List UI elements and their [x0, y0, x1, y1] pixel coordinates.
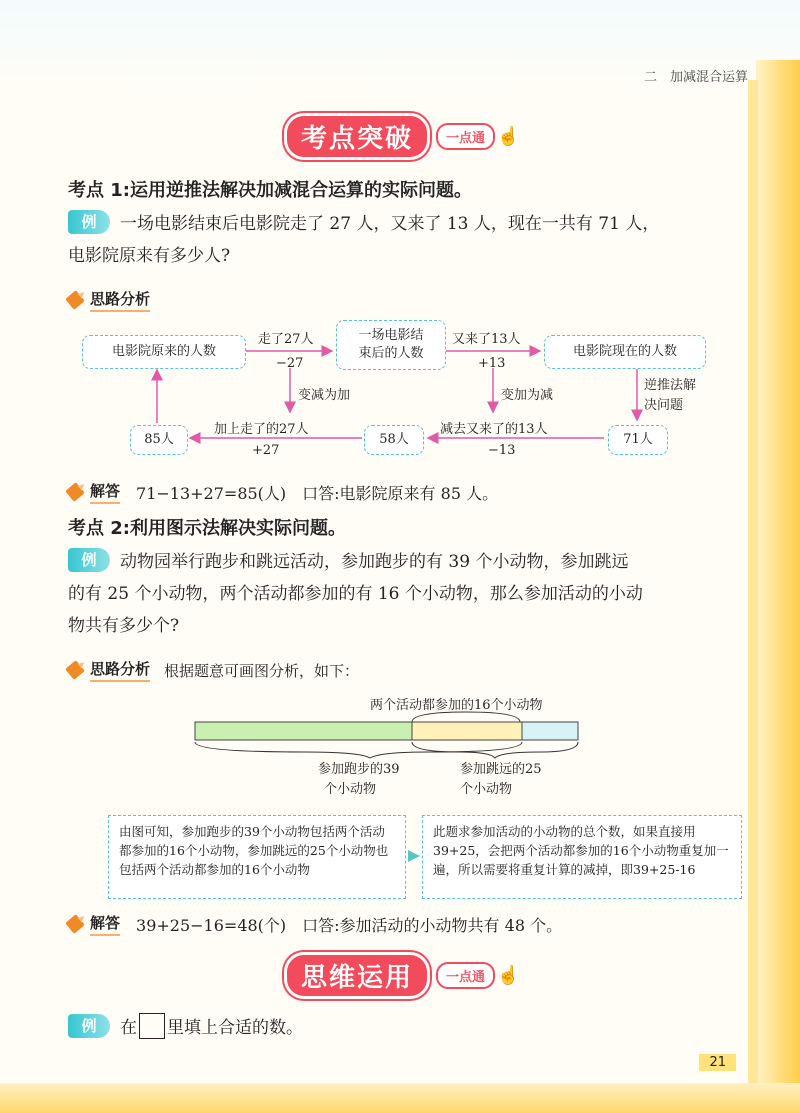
pencil-icon: [65, 914, 85, 934]
run-label-line: 参加跑步的39: [318, 762, 400, 777]
pointing-hand-icon: ☝: [497, 964, 520, 986]
jump-label-line: 参加跳远的25: [460, 762, 542, 777]
exercise-text: 在: [120, 1018, 137, 1038]
back1-value: −13: [488, 443, 516, 458]
arrow2-value: +13: [478, 356, 506, 371]
analysis-text: 根据题意可画图分析，如下：: [164, 661, 360, 680]
problem-line: 一场电影结束后电影院走了 27 人，又来了 13 人，现在一共有 71 人，: [120, 214, 660, 234]
reverse-label-line1: 逆推法解: [644, 378, 697, 393]
down1-label: 变减为加: [298, 388, 351, 403]
reverse-label-line2: 决问题: [644, 398, 684, 413]
problem-line: 物共有多少个?: [68, 616, 180, 636]
both-activities-label: 两个活动都参加的16个小动物: [370, 698, 543, 713]
box-71: 71人: [608, 425, 668, 455]
jump-label-line: 个小动物: [460, 782, 513, 797]
example-badge: 例: [68, 548, 110, 572]
back2-value: +27: [252, 443, 280, 458]
note-right: 此题求参加活动的小动物的总个数，如果直接用39+25，会把两个活动都参加的16个小动物重复加一遍，所以需要将重复计算的减掉，即39+25-16: [422, 815, 742, 899]
box-58: 58人: [364, 425, 424, 455]
pointing-hand-icon: ☝: [497, 125, 520, 147]
banner-title: 思维运用: [284, 952, 430, 999]
answer-label: 解答: [90, 912, 120, 936]
point2-title: 考点 2:利用图示法解决实际问题。: [68, 518, 346, 539]
banner-tag: 一点通: [436, 123, 495, 150]
box-line: 一场电影结: [358, 328, 424, 343]
problem-line: 电影院原来有多少人?: [68, 246, 231, 266]
banner-title: 考点突破: [284, 113, 430, 160]
point1-title: 考点 1:运用逆推法解决加减混合运算的实际问题。: [68, 180, 472, 201]
answer-blank-box[interactable]: [139, 1013, 165, 1039]
arrow2-label: 又来了13人: [452, 332, 521, 347]
example-badge: 例: [68, 1014, 110, 1038]
section-header: 二 加减混合运算: [643, 70, 748, 85]
arrow1-label: 走了27人: [258, 332, 314, 347]
box-original-count: 电影院原来的人数: [82, 335, 246, 369]
problem-line: 动物园举行跑步和跳远活动，参加跑步的有 39 个小动物，参加跳远: [120, 552, 629, 572]
page-number: 21: [699, 1054, 736, 1071]
point2-answer: [68, 912, 562, 936]
banner-tag: 一点通: [436, 962, 495, 989]
back2-label: 加上走了的27人: [214, 422, 309, 437]
answer-label: 解答: [90, 480, 120, 504]
note-left: 由图可知，参加跑步的39个小动物包括两个活动都参加的16个小动物，参加跳远的25个小动物也包括两个活动都参加的16个小动物: [108, 815, 406, 899]
answer-text: 39+25−16=48(个) 口答:参加活动的小动物共有 48 个。: [136, 915, 563, 935]
box-now-count: 电影院现在的人数: [544, 335, 706, 369]
exercise-text: 里填上合适的数。: [167, 1018, 303, 1038]
banner-thinking: [284, 954, 519, 996]
down2-label: 变加为减: [501, 388, 554, 403]
run-label-line: 个小动物: [324, 782, 377, 797]
arrow1-value: −27: [276, 356, 304, 371]
example-badge: 例: [68, 210, 110, 234]
problem-line: 的有 25 个小动物，两个活动都参加的有 16 个小动物，那么参加活动的小动: [68, 584, 643, 604]
analysis-label-text: 思路分析: [90, 658, 150, 682]
exercise-line: [68, 1012, 738, 1044]
box-line: 束后的人数: [358, 346, 424, 361]
box-85: 85人: [130, 425, 188, 455]
answer-text: 71−13+27=85(人) 口答:电影院原来有 85 人。: [136, 483, 499, 503]
back1-label: 减去又来了的13人: [440, 422, 548, 437]
analysis-label-text: 思路分析: [90, 288, 150, 312]
